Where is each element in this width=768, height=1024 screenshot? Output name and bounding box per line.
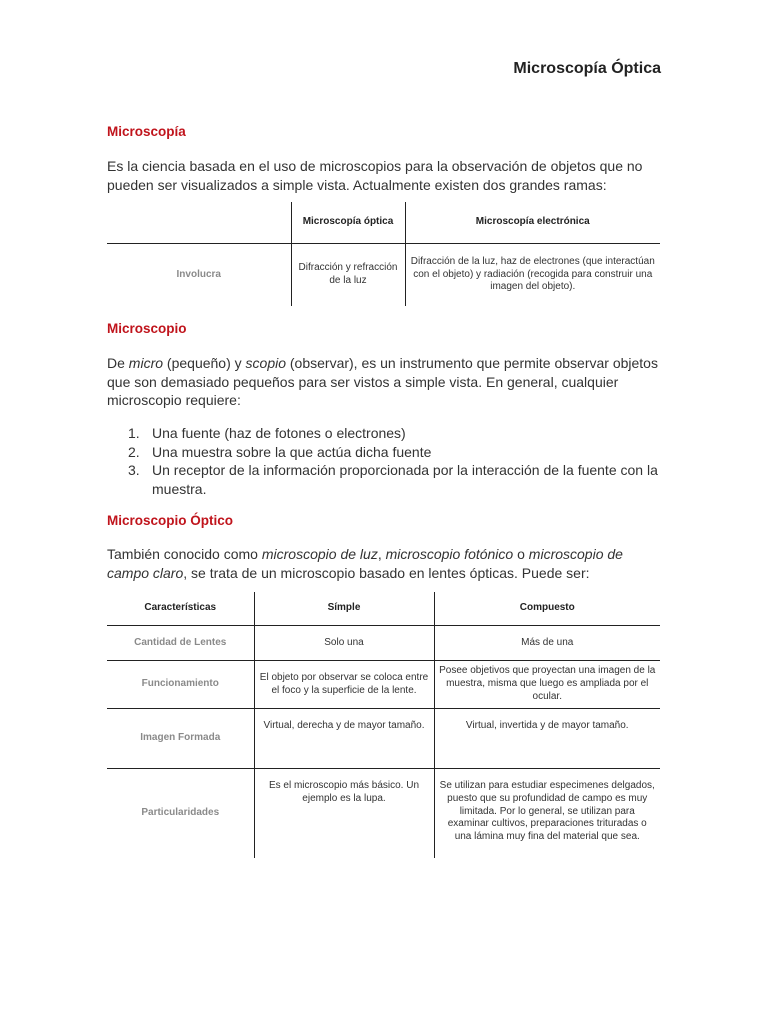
- text-run: También conocido como: [107, 546, 262, 562]
- optical-microscope-table: [107, 592, 660, 858]
- table-cell: Difracción y refracción de la luz: [291, 244, 405, 307]
- document-title: Microscopía Óptica: [513, 60, 661, 77]
- table-header-cell: Microscopía electrónica: [405, 202, 660, 244]
- table-cell: Posee objetivos que proyectan una imagen de la muestra, misma que luego es ampliada por el ocular.: [434, 661, 660, 709]
- table-row: [107, 709, 660, 769]
- text-run: ,: [377, 546, 386, 562]
- section-heading-microscopia: Microscopía: [107, 124, 186, 139]
- italic-term: microscopio de luz: [261, 546, 378, 562]
- table-header-cell: Características: [107, 592, 254, 626]
- table-header-cell: Símple: [254, 592, 434, 626]
- list-text: Una fuente (haz de fotones o electrones): [152, 425, 406, 441]
- list-item: [107, 461, 667, 498]
- table-header-row: [107, 592, 660, 626]
- table-cell: Difracción de la luz, haz de electrones (que interactúan con el objeto) y radiación (recogida para construir una imagen del objeto).: [405, 244, 660, 307]
- table-cell: Más de una: [434, 626, 660, 661]
- text-run: (pequeño) y: [163, 355, 246, 371]
- text-run: De: [107, 355, 129, 371]
- section-heading-microscopio-optico: Microscopio Óptico: [107, 513, 234, 528]
- table-cell: Es el microscopio más básico. Un ejemplo es la lupa.: [254, 769, 434, 859]
- table-cell: Se utilizan para estudiar especimenes delgados, puesto que su profundidad de campo es muy limitada. Por lo general, se utilizan para examinar cultivos, preparaciones trituradas o una lámina muy fina del material que sea.: [434, 769, 660, 859]
- table-header-cell: Microscopía óptica: [291, 202, 405, 244]
- table-cell: Solo una: [254, 626, 434, 661]
- italic-term: micro: [128, 355, 164, 371]
- table-cell: Virtual, derecha y de mayor tamaño.: [254, 709, 434, 769]
- table-cell: El objeto por observar se coloca entre el foco y la superficie de la lente.: [254, 661, 434, 709]
- list-number: 3.: [128, 462, 140, 478]
- row-label: Funcionamiento: [107, 661, 254, 709]
- row-label: Particularidades: [141, 807, 220, 819]
- text-run: , se trata de un microscopio basado en lentes ópticas. Puede ser:: [183, 564, 590, 581]
- table-cell: Virtual, invertida y de mayor tamaño.: [434, 709, 660, 769]
- row-label: Imagen Formada: [107, 709, 254, 769]
- table-header-cell: Compuesto: [434, 592, 660, 626]
- list-number: 1.: [128, 425, 140, 441]
- list-text: Un receptor de la información proporcionada por la interacción de la fuente con la muestra.: [152, 462, 658, 497]
- table-row: [107, 244, 660, 307]
- italic-term: scopio: [245, 355, 286, 371]
- requirements-list: [107, 424, 667, 498]
- table-header-cell: [107, 202, 291, 244]
- text-run: o: [513, 546, 529, 562]
- section-paragraph-microscopio: [107, 354, 667, 410]
- section-heading-microscopio: Microscopio: [107, 321, 187, 336]
- italic-term: microscopio fotónico: [385, 546, 514, 562]
- table-row: [107, 769, 660, 859]
- row-label: Involucra: [176, 268, 221, 280]
- list-item: [107, 424, 667, 443]
- table-row: [107, 661, 660, 709]
- section-paragraph-microscopia: Es la ciencia basada en el uso de microscopios para la observación de objetos que no pueden ser visualizados a simple vista. Actualmente existen dos grandes ramas:: [107, 158, 643, 193]
- text-run: (observar), es un instrumento que permite observar objetos que son demasiado pequeños para ser vistos a simple vista. En general, cualquier microscopio requiere:: [107, 355, 658, 408]
- table-row: [107, 626, 660, 661]
- list-item: [107, 443, 667, 462]
- row-label: Cantidad de Lentes: [107, 626, 254, 661]
- section-paragraph-microscopio-optico: [107, 545, 667, 582]
- italic-term: microscopio de campo claro: [107, 546, 623, 581]
- list-number: 2.: [128, 443, 140, 460]
- table-header-row: [107, 202, 660, 244]
- list-text: Una muestra sobre la que actúa dicha fuente: [152, 443, 432, 460]
- branches-table: [107, 202, 660, 306]
